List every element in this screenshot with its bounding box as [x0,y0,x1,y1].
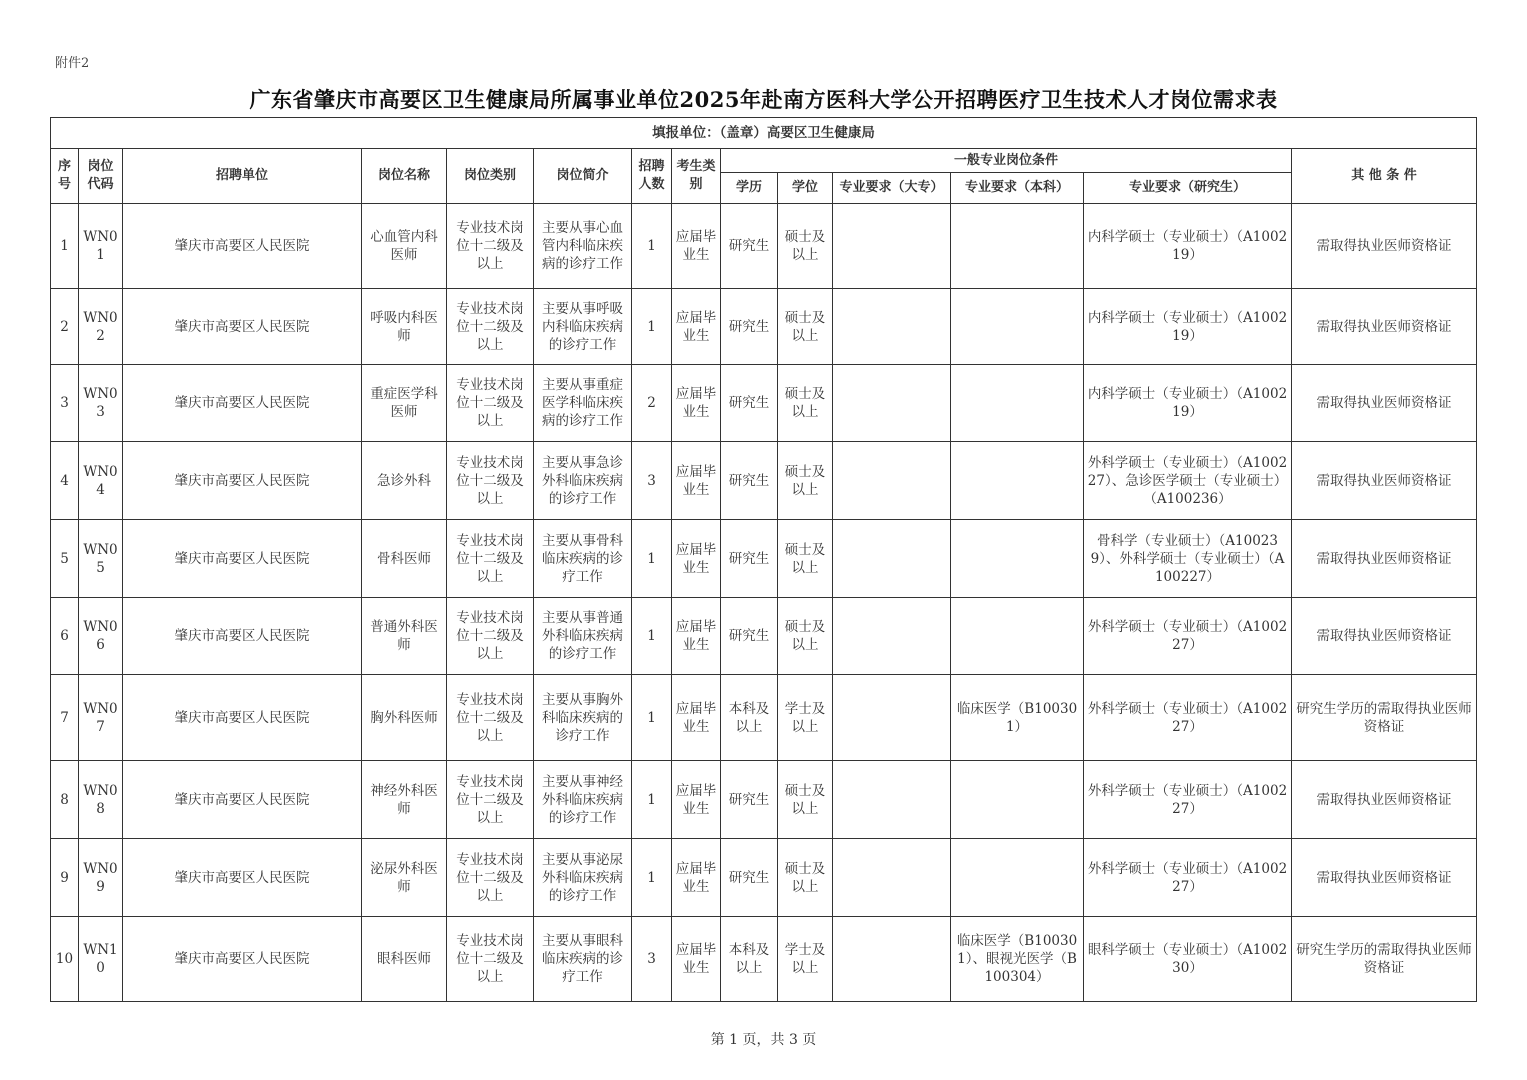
table-row [51,675,1477,761]
header-general-conditions: 一般专业岗位条件 [721,149,1292,173]
cell-unit: 肇庆市高要区人民医院 [123,442,362,520]
cell-category: 专业技术岗位十二级及以上 [447,917,534,1002]
cell-seq: 1 [51,204,79,289]
cell-major-bachelor [951,598,1084,675]
table-row [51,289,1477,365]
cell-unit: 肇庆市高要区人民医院 [123,761,362,839]
cell-position: 泌尿外科医师 [362,839,447,917]
table-row [51,839,1477,917]
cell-unit: 肇庆市高要区人民医院 [123,839,362,917]
header-category: 岗位类别 [447,149,534,204]
cell-degree: 硕士及以上 [778,839,833,917]
cell-candidate: 应届毕业生 [672,598,721,675]
cell-code: WN03 [79,365,123,442]
cell-major-graduate: 外科学硕士（专业硕士）（A100227） [1084,598,1292,675]
cell-code: WN10 [79,917,123,1002]
cell-major-graduate: 内科学硕士（专业硕士）（A100219） [1084,365,1292,442]
table-row [51,598,1477,675]
cell-unit: 肇庆市高要区人民医院 [123,289,362,365]
cell-degree: 硕士及以上 [778,204,833,289]
cell-candidate: 应届毕业生 [672,675,721,761]
cell-major-bachelor [951,204,1084,289]
cell-code: WN04 [79,442,123,520]
cell-other: 需取得执业医师资格证 [1292,289,1477,365]
cell-degree: 硕士及以上 [778,520,833,598]
cell-candidate: 应届毕业生 [672,839,721,917]
cell-intro: 主要从事急诊外科临床疾病的诊疗工作 [534,442,632,520]
cell-candidate: 应届毕业生 [672,520,721,598]
header-major-bachelor: 专业要求（本科） [951,173,1084,204]
cell-major-college [833,289,951,365]
cell-code: WN09 [79,839,123,917]
cell-education: 研究生 [721,204,778,289]
cell-count: 1 [632,675,672,761]
header-other: 其 他 条 件 [1292,149,1477,204]
cell-seq: 6 [51,598,79,675]
cell-position: 急诊外科 [362,442,447,520]
cell-unit: 肇庆市高要区人民医院 [123,598,362,675]
cell-category: 专业技术岗位十二级及以上 [447,442,534,520]
cell-seq: 4 [51,442,79,520]
cell-major-graduate: 外科学硕士（专业硕士）（A100227）、急诊医学硕士（专业硕士）（A100236） [1084,442,1292,520]
cell-position: 胸外科医师 [362,675,447,761]
cell-code: WN02 [79,289,123,365]
cell-position: 眼科医师 [362,917,447,1002]
cell-unit: 肇庆市高要区人民医院 [123,675,362,761]
cell-major-graduate: 外科学硕士（专业硕士）（A100227） [1084,675,1292,761]
cell-education: 研究生 [721,520,778,598]
cell-major-college [833,365,951,442]
cell-major-bachelor [951,839,1084,917]
cell-count: 1 [632,289,672,365]
cell-unit: 肇庆市高要区人民医院 [123,520,362,598]
cell-degree: 硕士及以上 [778,289,833,365]
cell-intro: 主要从事心血管内科临床疾病的诊疗工作 [534,204,632,289]
cell-major-bachelor [951,289,1084,365]
cell-code: WN08 [79,761,123,839]
cell-unit: 肇庆市高要区人民医院 [123,365,362,442]
cell-seq: 3 [51,365,79,442]
cell-seq: 7 [51,675,79,761]
cell-position: 重症医学科医师 [362,365,447,442]
cell-count: 1 [632,598,672,675]
cell-intro: 主要从事普通外科临床疾病的诊疗工作 [534,598,632,675]
header-position: 岗位名称 [362,149,447,204]
table-row [51,442,1477,520]
cell-count: 1 [632,204,672,289]
document-title: 广东省肇庆市高要区卫生健康局所属事业单位2025年赴南方医科大学公开招聘医疗卫生技术人才岗位需求表 [249,87,1278,112]
cell-degree: 硕士及以上 [778,761,833,839]
cell-major-bachelor [951,442,1084,520]
cell-seq: 9 [51,839,79,917]
cell-intro: 主要从事神经外科临床疾病的诊疗工作 [534,761,632,839]
cell-other: 需取得执业医师资格证 [1292,598,1477,675]
cell-other: 需取得执业医师资格证 [1292,520,1477,598]
cell-candidate: 应届毕业生 [672,761,721,839]
header-unit: 招聘单位 [123,149,362,204]
cell-candidate: 应届毕业生 [672,917,721,1002]
cell-major-college [833,204,951,289]
cell-category: 专业技术岗位十二级及以上 [447,520,534,598]
cell-intro: 主要从事重症医学科临床疾病的诊疗工作 [534,365,632,442]
cell-category: 专业技术岗位十二级及以上 [447,598,534,675]
cell-unit: 肇庆市高要区人民医院 [123,917,362,1002]
cell-seq: 2 [51,289,79,365]
cell-other: 需取得执业医师资格证 [1292,365,1477,442]
cell-education: 研究生 [721,442,778,520]
cell-intro: 主要从事骨科临床疾病的诊疗工作 [534,520,632,598]
cell-major-college [833,520,951,598]
cell-category: 专业技术岗位十二级及以上 [447,761,534,839]
cell-position: 普通外科医师 [362,598,447,675]
cell-count: 1 [632,520,672,598]
header-seq: 序号 [51,149,79,204]
cell-position: 骨科医师 [362,520,447,598]
cell-code: WN07 [79,675,123,761]
cell-other: 研究生学历的需取得执业医师资格证 [1292,917,1477,1002]
cell-code: WN01 [79,204,123,289]
header-major-graduate: 专业要求（研究生） [1084,173,1292,204]
cell-major-graduate: 眼科学硕士（专业硕士）（A100230） [1084,917,1292,1002]
cell-other: 需取得执业医师资格证 [1292,204,1477,289]
cell-major-college [833,442,951,520]
cell-major-college [833,761,951,839]
cell-degree: 学士及以上 [778,675,833,761]
cell-major-graduate: 外科学硕士（专业硕士）（A100227） [1084,839,1292,917]
cell-other: 需取得执业医师资格证 [1292,761,1477,839]
cell-count: 3 [632,442,672,520]
cell-position: 心血管内科医师 [362,204,447,289]
cell-category: 专业技术岗位十二级及以上 [447,839,534,917]
cell-education: 研究生 [721,839,778,917]
cell-degree: 学士及以上 [778,917,833,1002]
cell-major-graduate: 内科学硕士（专业硕士）（A100219） [1084,289,1292,365]
header-code: 岗位代码 [79,149,123,204]
cell-major-bachelor: 临床医学（B100301）、眼视光医学（B100304） [951,917,1084,1002]
cell-candidate: 应届毕业生 [672,289,721,365]
table-row [51,917,1477,1002]
cell-candidate: 应届毕业生 [672,204,721,289]
cell-major-college [833,598,951,675]
cell-education: 本科及以上 [721,917,778,1002]
cell-position: 呼吸内科医师 [362,289,447,365]
cell-category: 专业技术岗位十二级及以上 [447,675,534,761]
cell-other: 需取得执业医师资格证 [1292,442,1477,520]
cell-major-bachelor [951,365,1084,442]
cell-intro: 主要从事泌尿外科临床疾病的诊疗工作 [534,839,632,917]
table-row [51,761,1477,839]
cell-major-graduate: 内科学硕士（专业硕士）（A100219） [1084,204,1292,289]
cell-seq: 8 [51,761,79,839]
cell-major-college [833,675,951,761]
cell-major-college [833,839,951,917]
table-row [51,520,1477,598]
cell-code: WN05 [79,520,123,598]
cell-other: 需取得执业医师资格证 [1292,839,1477,917]
cell-category: 专业技术岗位十二级及以上 [447,289,534,365]
cell-major-bachelor: 临床医学（B100301） [951,675,1084,761]
header-major-college: 专业要求（大专） [833,173,951,204]
cell-unit: 肇庆市高要区人民医院 [123,204,362,289]
cell-intro: 主要从事呼吸内科临床疾病的诊疗工作 [534,289,632,365]
cell-major-college [833,917,951,1002]
cell-code: WN06 [79,598,123,675]
fill-unit: 填报单位：（盖章）高要区卫生健康局 [51,118,1477,149]
cell-major-graduate: 外科学硕士（专业硕士）（A100227） [1084,761,1292,839]
table-row [51,204,1477,289]
header-intro: 岗位简介 [534,149,632,204]
cell-position: 神经外科医师 [362,761,447,839]
cell-other: 研究生学历的需取得执业医师资格证 [1292,675,1477,761]
cell-intro: 主要从事眼科临床疾病的诊疗工作 [534,917,632,1002]
cell-education: 研究生 [721,365,778,442]
cell-education: 研究生 [721,598,778,675]
cell-education: 本科及以上 [721,675,778,761]
cell-education: 研究生 [721,289,778,365]
cell-category: 专业技术岗位十二级及以上 [447,365,534,442]
cell-count: 1 [632,839,672,917]
cell-major-bachelor [951,761,1084,839]
cell-count: 1 [632,761,672,839]
cell-count: 3 [632,917,672,1002]
cell-candidate: 应届毕业生 [672,442,721,520]
header-count: 招聘人数 [632,149,672,204]
cell-degree: 硕士及以上 [778,442,833,520]
cell-major-bachelor [951,520,1084,598]
header-candidate: 考生类别 [672,149,721,204]
cell-major-graduate: 骨科学（专业硕士）（A100239）、外科学硕士（专业硕士）（A100227） [1084,520,1292,598]
cell-seq: 10 [51,917,79,1002]
page-footer: 第 1 页，共 3 页 [710,1032,817,1048]
cell-intro: 主要从事胸外科临床疾病的诊疗工作 [534,675,632,761]
table-row [51,365,1477,442]
header-degree: 学位 [778,173,833,204]
recruitment-table [50,117,1477,1002]
cell-count: 2 [632,365,672,442]
cell-degree: 硕士及以上 [778,598,833,675]
cell-candidate: 应届毕业生 [672,365,721,442]
cell-education: 研究生 [721,761,778,839]
cell-category: 专业技术岗位十二级及以上 [447,204,534,289]
header-education: 学历 [721,173,778,204]
cell-seq: 5 [51,520,79,598]
attachment-label: 附件2 [55,56,90,71]
cell-degree: 硕士及以上 [778,365,833,442]
